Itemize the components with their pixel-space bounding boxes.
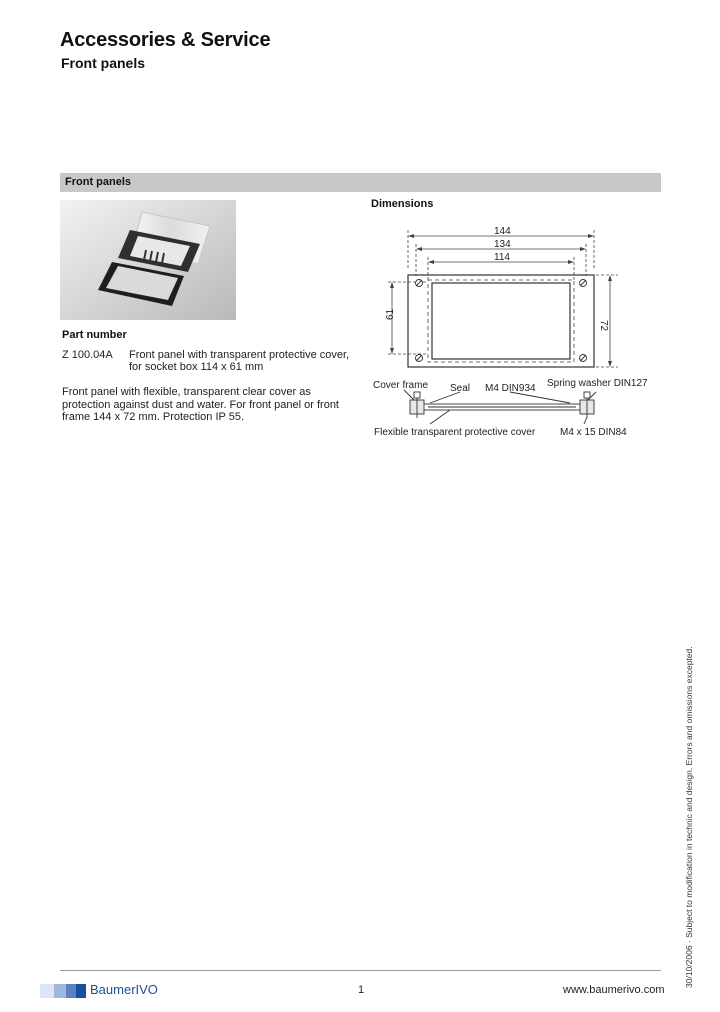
dim-height-window: 61	[385, 308, 396, 320]
part-number-heading: Part number	[62, 329, 127, 341]
label-m4-din934: M4 DIN934	[485, 383, 536, 394]
label-spring-washer: Spring washer DIN127	[547, 378, 648, 389]
dimensions-heading: Dimensions	[371, 198, 434, 210]
page-title: Accessories & Service	[60, 29, 271, 51]
label-m4x15-din84: M4 x 15 DIN84	[560, 427, 627, 438]
product-photo	[60, 200, 236, 320]
dim-width-window: 114	[494, 252, 510, 263]
section-header-bar	[60, 173, 661, 192]
section-header-label: Front panels	[65, 176, 132, 188]
website-link[interactable]: www.baumerivo.com	[563, 984, 665, 996]
brand-name: BaumerIVO	[90, 982, 158, 997]
label-cover-frame: Cover frame	[373, 380, 429, 391]
footer-divider	[60, 970, 661, 971]
part-number-description: Front panel with transparent protective cover, for socket box 114 x 61 mm	[129, 349, 350, 373]
dim-width-holes: 134	[494, 239, 511, 250]
label-flexible-cover: Flexible transparent protective cover	[374, 427, 536, 438]
disclaimer-note: 30/10/2006 · Subject to modification in technic and design. Errors and omissions excepted.	[684, 646, 694, 988]
brand-logo-mark-icon	[40, 984, 88, 998]
dim-height-outer: 72	[598, 320, 609, 332]
brand-logo	[40, 980, 180, 1002]
label-seal: Seal	[450, 383, 471, 394]
page-subtitle: Front panels	[61, 55, 146, 71]
page-number: 1	[358, 984, 365, 996]
product-description: Front panel with flexible, transparent clear cover as protection against dust and water. For front panel or front frame 144 x 72 mm. Protection IP 55.	[62, 386, 339, 423]
dim-width-outer: 144	[494, 226, 511, 237]
part-number-code: Z 100.04A	[62, 349, 113, 361]
dimension-drawing	[370, 220, 665, 445]
